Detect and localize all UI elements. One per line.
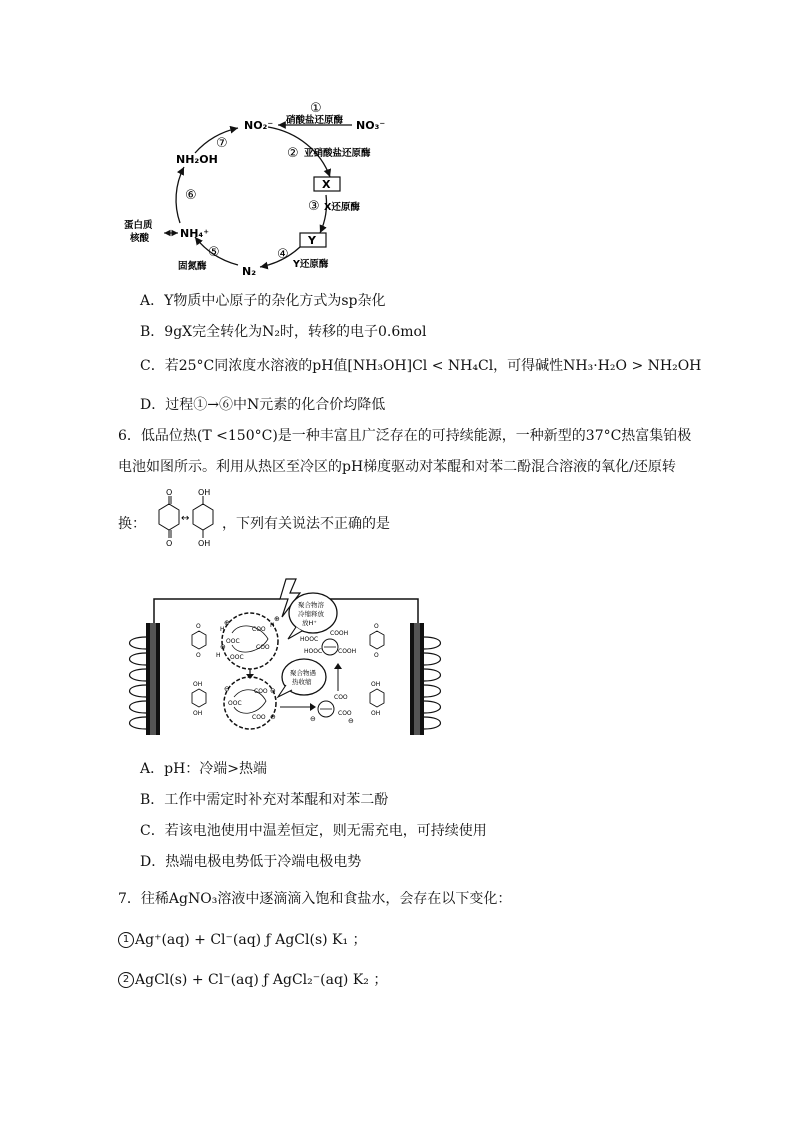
mol-right-oh2: OH — [371, 710, 381, 717]
h-3: H — [270, 622, 275, 629]
q5-option-c: C．若25°C同浓度水溶液的pH值[NH₃OH]Cl < NH₄Cl，可得碱性NH₃·H₂O > NH₂OH — [140, 358, 702, 374]
protein-label: 蛋白质 — [124, 220, 153, 231]
mol-right-o1: O — [374, 623, 379, 630]
species-x: X — [322, 178, 331, 191]
step-5: ⑤ — [208, 245, 220, 260]
eq1-text: Ag⁺(aq) + Cl⁻(aq) ƒ AgCl(s) K₁ ； — [135, 932, 367, 948]
q6-option-c: C．若该电池使用中温差恒定，则无需充电，可持续使用 — [140, 823, 487, 839]
ooc-1: OOC — [226, 638, 240, 645]
thermal-battery-diagram — [120, 573, 450, 743]
eq1-number: 1 — [118, 932, 134, 948]
minus-1: ⊖ — [270, 687, 276, 695]
coo-4: COO — [252, 714, 266, 721]
ooc-3: OOC — [228, 700, 242, 707]
q6-option-a: A．pH：冷端>热端 — [140, 761, 268, 777]
quinone-hydroquinone-structures — [145, 488, 220, 558]
step-3: ③ — [308, 199, 320, 214]
q6-stem-line1: 6．低品位热(T <150°C)是一种丰富且广泛存在的可持续能源，一种新型的37°C热富集铂极 — [118, 428, 692, 444]
q7-stem: 7．往稀AgNO₃溶液中逐滴滴入饱和食盐水，会存在以下变化： — [118, 891, 512, 907]
mol-left-oh1: OH — [193, 681, 203, 688]
q6-option-b: B．工作中需定时补充对苯醌和对苯二酚 — [140, 792, 389, 808]
hooc-1: HOOC — [300, 636, 319, 643]
mol-left-o2: O — [196, 652, 201, 659]
hydroquinone-oh-bottom: OH — [198, 539, 211, 548]
mol-right-o2: O — [374, 652, 379, 659]
q6-option-d: D．热端电极电势低于冷端电极电势 — [140, 854, 362, 870]
species-n2: N₂ — [242, 265, 257, 278]
bubble-top-line1: 聚合物溶 — [298, 601, 324, 609]
bubble-top-line3: 放H⁺ — [302, 619, 317, 627]
enzyme-1: 硝酸盐还原酶 — [286, 115, 344, 126]
hooc-2: HOOC — [304, 648, 323, 655]
q6-stem-prefix: 换： — [118, 516, 146, 532]
species-no2: NO₂⁻ — [244, 119, 274, 132]
minus-2: ⊖ — [224, 685, 230, 693]
quinone-o-bottom: O — [166, 539, 173, 548]
cooh-2: COOH — [338, 648, 357, 655]
q7-eq2 — [118, 971, 387, 989]
h-2: H — [216, 652, 221, 659]
enzyme-4: Y还原酶 — [293, 259, 329, 270]
equilibrium-arrow-icon: ↔ — [181, 513, 190, 524]
minus-3: ⊖ — [270, 713, 276, 721]
species-no3: NO₃⁻ — [356, 119, 386, 132]
species-y: Y — [308, 234, 316, 247]
coo-6: COO — [338, 710, 352, 717]
step-6: ⑥ — [185, 188, 197, 203]
enzyme-5: 固氮酶 — [178, 261, 207, 272]
step-2: ② — [287, 146, 299, 161]
bubble-top-line2: 冷缩释放 — [298, 610, 324, 618]
hydroquinone-oh-top: OH — [198, 488, 211, 497]
nucleic-acid-label: 核酸 — [130, 233, 150, 244]
coo-1: COO — [252, 626, 266, 633]
bubble-mid-line2: 热收缩 — [292, 678, 312, 686]
q6-stem-line2: 电池如图所示。利用从热区至冷区的pH梯度驱动对苯醌和对苯二酚混合溶液的氧化/还原转 — [118, 459, 676, 475]
species-nh4: NH₄⁺ — [180, 227, 210, 240]
enzyme-2: 亚硝酸盐还原酶 — [304, 148, 371, 159]
mol-right-oh1: OH — [371, 681, 381, 688]
mol-left-o1: O — [196, 623, 201, 630]
plus-3: ⊕ — [220, 643, 226, 651]
eq2-text: AgCl(s) + Cl⁻(aq) ƒ AgCl₂⁻(aq) K₂ ； — [135, 972, 388, 988]
ooc-2: OOC — [230, 654, 244, 661]
coo-5: COO — [334, 694, 348, 701]
nitrogen-cycle-diagram — [120, 95, 400, 280]
q5-option-b: B．9gX完全转化为N₂时，转移的电子0.6mol — [140, 324, 427, 340]
h-1: H — [220, 626, 225, 633]
coo-3: COO — [254, 688, 268, 695]
step-1: ① — [310, 101, 322, 116]
step-4: ④ — [277, 247, 289, 262]
minus-4: ⊖ — [348, 717, 354, 725]
plus-2: ⊕ — [274, 615, 280, 623]
step-7: ⑦ — [216, 136, 228, 151]
minus-5: ⊖ — [310, 715, 316, 723]
q7-eq1 — [118, 931, 367, 949]
species-nh2oh: NH₂OH — [176, 153, 218, 166]
quinone-o-top: O — [166, 488, 173, 497]
q6-stem-suffix: ，下列有关说法不正确的是 — [222, 516, 390, 532]
q5-option-a: A．Y物质中心原子的杂化方式为sp杂化 — [140, 293, 386, 309]
eq2-number: 2 — [118, 972, 134, 988]
cooh-1: COOH — [330, 630, 349, 637]
coo-2: COO — [256, 644, 270, 651]
mol-left-oh2: OH — [193, 710, 203, 717]
plus-1: ⊕ — [224, 619, 230, 627]
enzyme-3: X还原酶 — [324, 202, 360, 213]
bubble-mid-line1: 聚合物遇 — [290, 669, 316, 677]
q5-option-d: D．过程①→⑥中N元素的化合价均降低 — [140, 397, 386, 413]
